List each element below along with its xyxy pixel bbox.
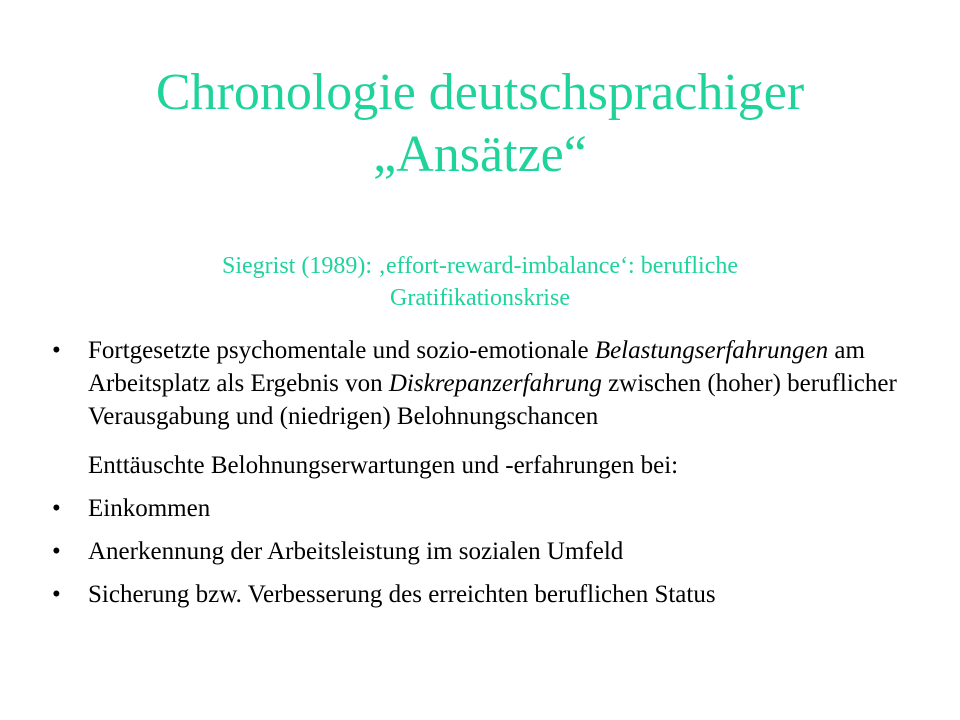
bullet-emphasis-belastungserfahrungen: Belastungserfahrungen [594, 337, 829, 364]
bullet-item-belastung [52, 334, 912, 433]
bullet-item-anerkennung: • Anerkennung der Arbeitsleistung im sozialen Umfeld [52, 535, 912, 568]
slide-subtitle-line-1: Siegrist (1989): ‚effort-reward-imbalance‘: berufliche [222, 253, 738, 279]
bullet-text-part: zwischen (hoher) beruflicher Verausgabung und (niedrigen) Belohnungschancen [88, 370, 897, 430]
bullet-list [52, 334, 912, 611]
bullet-emphasis-diskrepanzerfahrung: Diskrepanzerfahrung [388, 370, 602, 397]
bullet-item-einkommen: • Einkommen [52, 492, 912, 525]
plain-line-belohnung: Enttäuschte Belohnungserwartungen und -erfahrungen bei: [88, 452, 679, 479]
bullet-item-status: • Sicherung bzw. Verbesserung des erreichten beruflichen Status [52, 578, 912, 611]
slide-title [60, 62, 900, 186]
slide-subtitle-line-2: Gratifikationskrise [390, 285, 570, 311]
slide-title-line-1: Chronologie deutschsprachiger [155, 64, 805, 121]
bullet-text-part: am Arbeitsplatz als Ergebnis von [88, 337, 865, 397]
slide-subtitle [100, 250, 860, 314]
slide-title-line-2: „Ansätze“ [373, 126, 587, 183]
bullet-text-part: Fortgesetzte psychomentale und sozio-emotionale [88, 337, 595, 364]
